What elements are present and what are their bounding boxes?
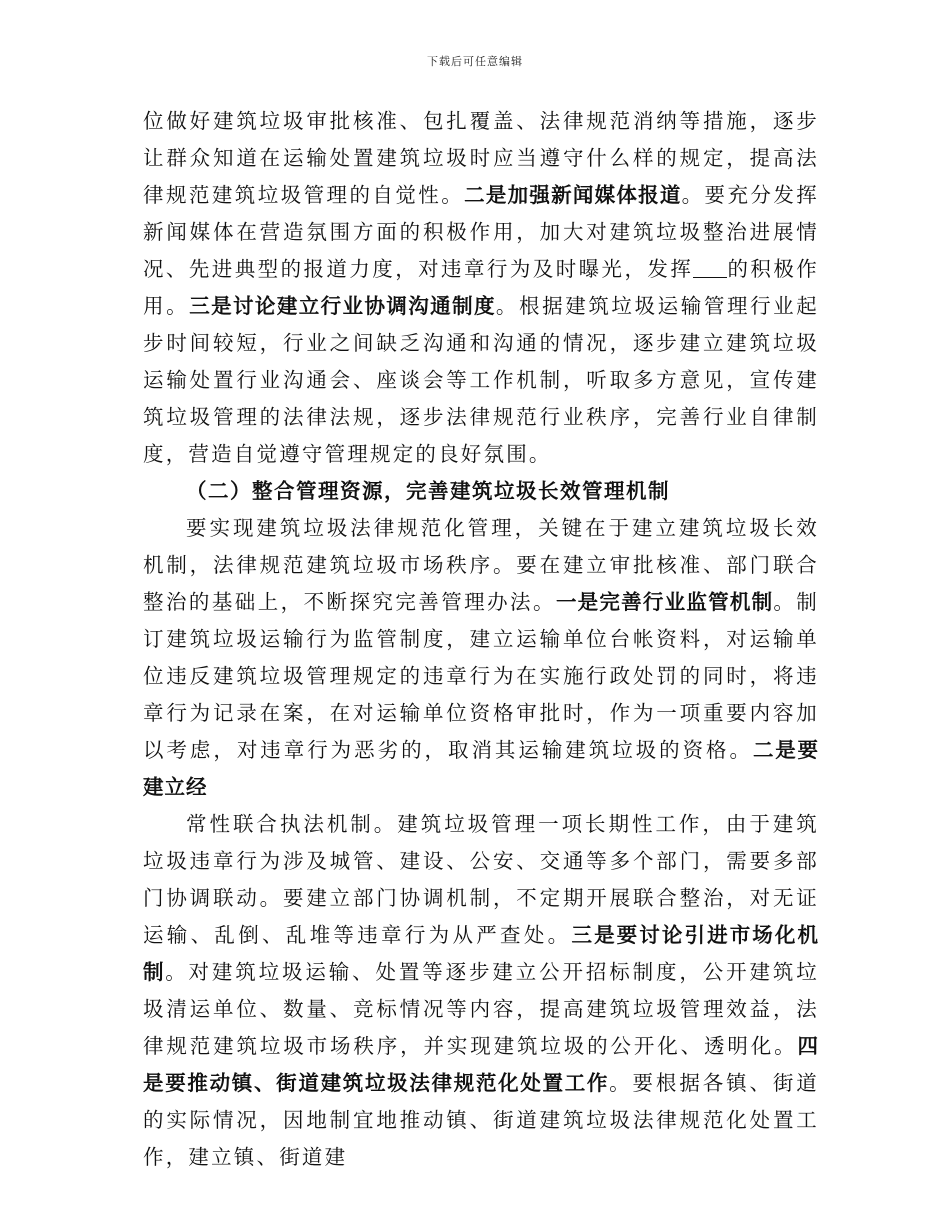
paragraph-text: 。要根据各镇、街道的实际情况，因地制宜地推动镇、街道建筑垃圾法律规范化处置工作，建立镇、街道建	[143, 1071, 819, 1169]
paragraph-text: 常性联合执法机制。建筑垃圾管理一项长期性工作，由于建筑垃圾违章行为涉及城管、建设、公安、交通等多个部门，需要多部门协调联动。要建立部门协调机制，不定期开展联合整治，对无证运输、乱倒、乱堆等违章行为从严查处。	[143, 812, 819, 947]
bold-phrase: 二是加强新闻媒体报道	[464, 183, 682, 207]
paragraph-text: 。根据建筑垃圾运输管理行业起步时间较短，行业之间缺乏沟通和沟通的情况，逐步建立建筑垃圾运输处置行业沟通会、座谈会等工作机制，听取多方意见，宣传建筑垃圾管理的法律法规，逐步法律规范行业秩序，完善行业自律制度，营造自觉遵守管理规定的良好氛围。	[143, 294, 819, 466]
paragraph-text: 。制订建筑垃圾运输行为监管制度，建立运输单位台帐资料，对运输单位违反建筑垃圾管理规定的违章行为在实施行政处罚的同时，将违章行为记录在案，在对运输单位资格审批时，作为一项重要内容加以考虑，对违章行为恶劣的，取消其运输建筑垃圾的资格。	[143, 590, 820, 762]
page-header: 下载后可任意编辑	[427, 55, 523, 68]
paragraph-text: 的积极作用。	[143, 257, 819, 318]
bold-phrase: 三是讨论建立行业协调沟通制度	[189, 294, 496, 318]
section-heading: （二）整合管理资源，完善建筑垃圾长效管理机制	[186, 479, 670, 503]
paragraph-text: 位做好建筑垃圾审批核准、包扎覆盖、法律规范消纳等措施，逐步让群众知道在运输处置建筑垃圾时应当遵守什么样的规定，提高法律规范建筑垃圾管理的自觉性。	[143, 109, 819, 207]
paragraph-3	[143, 806, 819, 1176]
document-body	[143, 103, 819, 1176]
bold-phrase: 四是要推动镇、街道建筑垃圾法律规范化处置工作	[143, 1034, 819, 1095]
bold-phrase: 三是要讨论引进市场化机制	[143, 923, 820, 984]
paragraph-text: 。要充分发挥新闻媒体在营造氛围方面的积极作用，加大对建筑垃圾整治进展情况、先进典型的报道力度，对违章行为及时曝光，发挥	[143, 183, 819, 281]
fill-in-blank	[693, 259, 727, 278]
bold-phrase: 二是要建立经	[143, 738, 820, 799]
paragraph-text: 要实现建筑垃圾法律规范化管理，关键在于建立建筑垃圾长效机制，法律规范建筑垃圾市场秩序。要在建立审批核准、部门联合整治的基础上，不断探究完善管理办法。	[143, 516, 819, 614]
paragraph-2	[143, 510, 819, 806]
paragraph-1	[143, 103, 819, 473]
paragraph-text: 。对建筑垃圾运输、处置等逐步建立公开招标制度，公开建筑垃圾清运单位、数量、竞标情况等内容，提高建筑垃圾管理效益，法律规范建筑垃圾市场秩序，并实现建筑垃圾的公开化、透明化。	[143, 960, 820, 1058]
bold-phrase: 一是完善行业监管机制	[555, 590, 774, 614]
